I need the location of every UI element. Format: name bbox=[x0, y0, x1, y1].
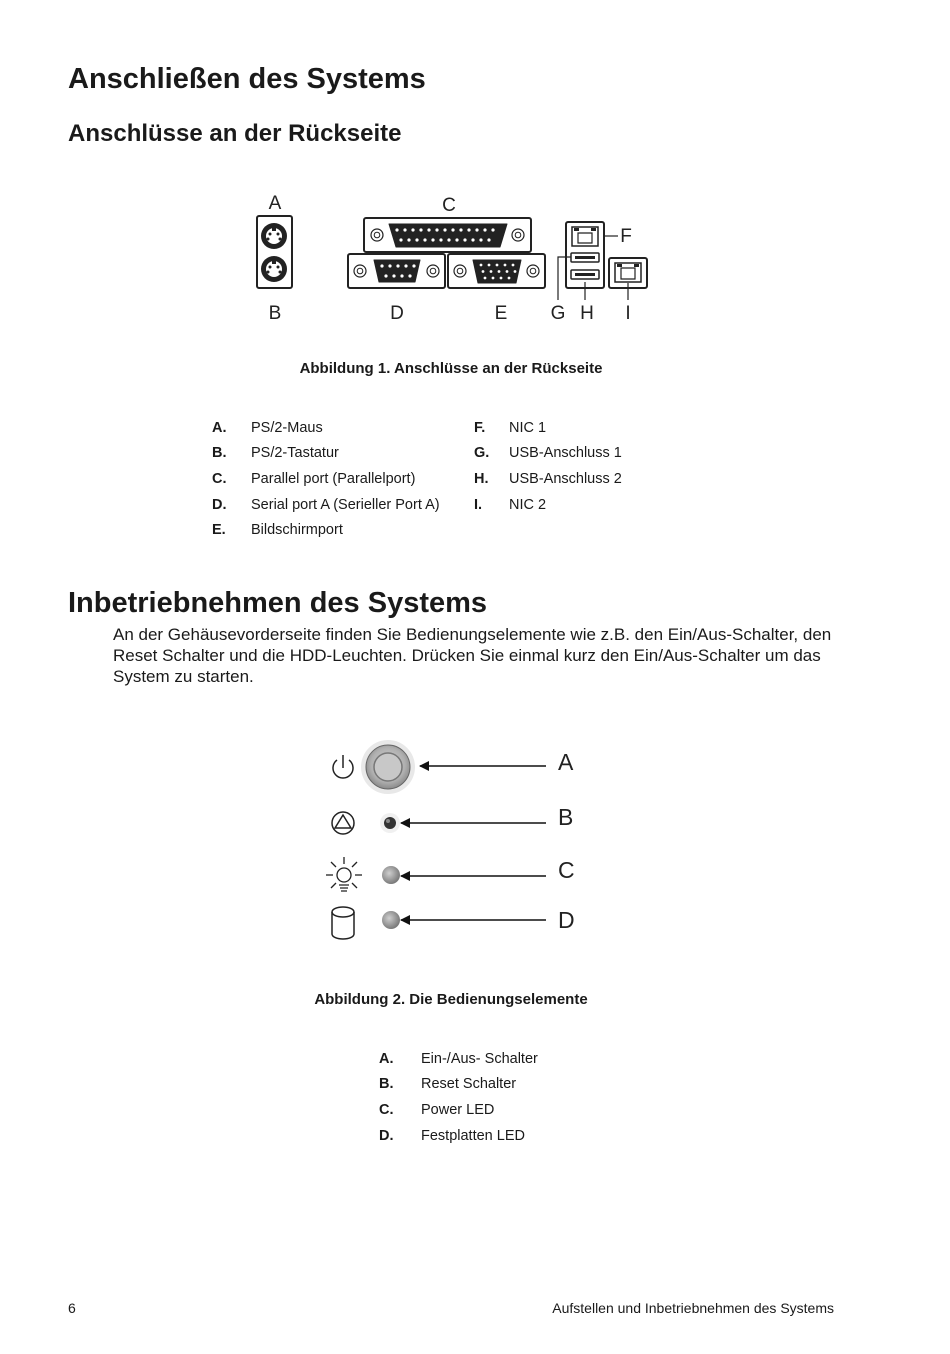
section-heading-rear-ports: Anschlüsse an der Rückseite bbox=[68, 120, 402, 147]
fig1-label-i: I bbox=[625, 303, 631, 324]
vga-port bbox=[448, 254, 545, 288]
fig2-label-c: C bbox=[558, 857, 575, 883]
legend-item: H. USB-Anschluss 2 bbox=[474, 471, 622, 487]
fig1-label-f: F bbox=[620, 226, 632, 247]
pointer-arrows bbox=[401, 766, 546, 920]
power-led bbox=[382, 866, 400, 884]
legend-item: C. Parallel port (Parallelport) bbox=[212, 471, 416, 487]
hdd-led bbox=[382, 911, 400, 929]
page-number: 6 bbox=[68, 1300, 76, 1316]
legend-item: A. PS/2-Maus bbox=[212, 420, 323, 436]
fig1-label-d: D bbox=[390, 303, 404, 324]
figure1-caption: Abbildung 1. Anschlüsse an der Rückseite bbox=[299, 360, 603, 377]
ps2-ports bbox=[257, 216, 292, 288]
front-panel-diagram bbox=[0, 730, 950, 950]
fig1-label-b: B bbox=[268, 303, 282, 324]
fig2-label-d: D bbox=[558, 907, 575, 933]
fig1-label-g: G bbox=[550, 303, 566, 324]
fig1-label-e: E bbox=[494, 303, 508, 324]
running-title: Aufstellen und Inbetriebnehmen des Systems bbox=[552, 1300, 834, 1316]
legend-item: D. Festplatten LED bbox=[379, 1128, 525, 1144]
legend-item: D. Serial port A (Serieller Port A) bbox=[212, 497, 440, 513]
power-led-icon bbox=[326, 857, 362, 891]
rear-panel-diagram bbox=[0, 180, 950, 330]
hdd-icon bbox=[332, 907, 354, 939]
intro-paragraph: An der Gehäusevorderseite finden Sie Bedienungselemente wie z.B. den Ein/Aus-Schalter, den Reset Schalter und die HDD-Leuchten. Drücken Sie einmal kurz den Ein/Aus-Schalter um das System zu starten. bbox=[113, 625, 832, 686]
page-heading: Anschließen des Systems bbox=[68, 63, 426, 95]
legend-item: B. Reset Schalter bbox=[379, 1076, 517, 1092]
nic1-usb-stack bbox=[566, 222, 604, 288]
parallel-port bbox=[364, 218, 531, 252]
legend-item: A. Ein-/Aus- Schalter bbox=[379, 1051, 538, 1067]
legend-item: G. USB-Anschluss 1 bbox=[474, 445, 622, 461]
section-heading-startup: Inbetriebnehmen des Systems bbox=[68, 587, 488, 619]
legend-item: E. Bildschirmport bbox=[212, 522, 343, 538]
power-icon bbox=[333, 755, 353, 778]
fig1-label-a: A bbox=[268, 193, 282, 214]
legend-item: C. Power LED bbox=[379, 1102, 495, 1118]
fig2-label-b: B bbox=[558, 804, 574, 830]
legend-item: B. PS/2-Tastatur bbox=[212, 445, 339, 461]
fig1-label-c: C bbox=[442, 195, 456, 216]
legend-item: I. NIC 2 bbox=[474, 497, 547, 513]
serial-port bbox=[348, 254, 445, 288]
figure2-caption: Abbildung 2. Die Bedienungselemente bbox=[314, 991, 588, 1008]
reset-icon bbox=[332, 812, 354, 834]
power-button[interactable] bbox=[361, 740, 415, 794]
reset-button[interactable] bbox=[380, 813, 400, 833]
fig2-label-a: A bbox=[558, 749, 574, 775]
legend-item: F. NIC 1 bbox=[474, 420, 547, 436]
fig1-label-h: H bbox=[580, 303, 594, 324]
